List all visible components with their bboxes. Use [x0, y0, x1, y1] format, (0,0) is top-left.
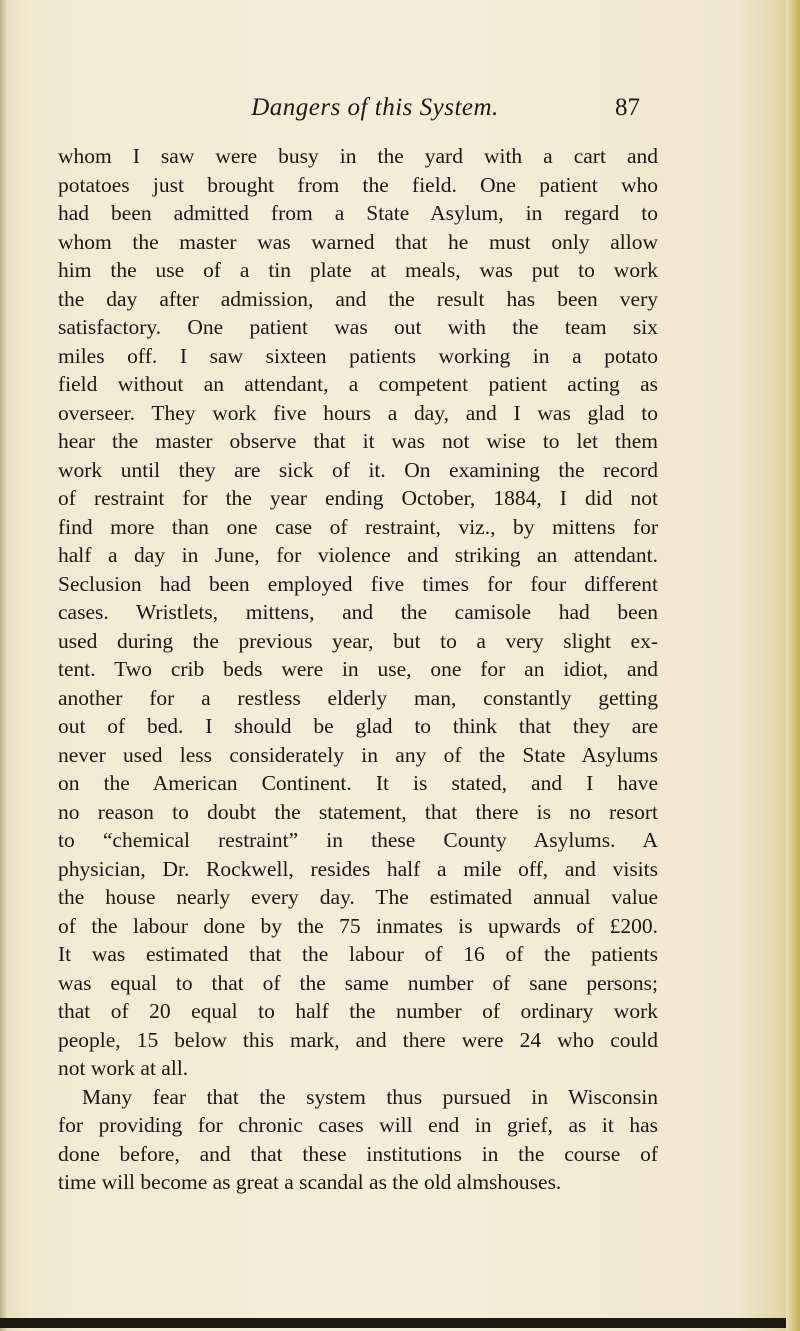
page-gutter-shadow: [0, 0, 7, 1331]
text-line: miles off. I saw sixteen patients working in a potato: [58, 343, 658, 368]
text-line: not work at all.: [58, 1056, 189, 1080]
text-line: overseer. They work five hours a day, and I was glad to: [58, 400, 658, 425]
running-title: Dangers of this System.: [251, 94, 499, 121]
text-line: time will become as great a scandal as the old almshouses.: [58, 1170, 562, 1194]
text-line: out of bed. I should be glad to think that they are: [58, 714, 658, 738]
text-line: had been admitted from a State Asylum, in regard to: [58, 201, 658, 225]
text-line: to “chemical restraint” in these County Asylums. A: [58, 828, 658, 852]
text-line: satisfactory. One patient was out with the team six: [58, 315, 658, 339]
text-line: was equal to that of the same number of sane persons;: [58, 970, 658, 995]
text-line: the house nearly every day. The estimated annual value: [58, 885, 658, 909]
text-line: another for a restless elderly man, constantly getting: [58, 685, 658, 710]
text-line: potatoes just brought from the field. One patient who: [58, 172, 658, 197]
text-line: no reason to doubt the statement, that there is no resort: [58, 799, 658, 824]
text-line: Many fear that the system thus pursued in Wisconsin: [82, 1084, 658, 1109]
text-line: Seclusion had been employed five times for four different: [58, 571, 658, 596]
text-line: find more than one case of restraint, viz., by mittens for: [58, 514, 658, 539]
paragraph-1: [58, 142, 658, 1083]
text-line: whom the master was warned that he must only allow: [58, 229, 658, 254]
text-line: that of 20 equal to half the number of ordinary work: [58, 999, 658, 1023]
text-line: the day after admission, and the result has been very: [58, 286, 658, 311]
text-line: It was estimated that the labour of 16 of the patients: [58, 942, 658, 966]
text-line: of the labour done by the 75 inmates is upwards of £200.: [58, 913, 658, 938]
page-edge-stain: [786, 0, 800, 1331]
running-header: [110, 94, 640, 134]
text-line: for providing for chronic cases will end in grief, as it has: [58, 1113, 658, 1137]
page-number: 87: [615, 94, 640, 121]
text-line: of restraint for the year ending October, 1884, I did not: [58, 486, 658, 510]
text-line: never used less considerately in any of the State Asylums: [58, 742, 658, 767]
text-line: half a day in June, for violence and striking an attendant.: [58, 543, 658, 567]
text-line: him the use of a tin plate at meals, was put to work: [58, 258, 658, 282]
text-line: used during the previous year, but to a very slight ex-: [58, 628, 658, 653]
text-line: physician, Dr. Rockwell, resides half a mile off, and visits: [58, 856, 658, 881]
text-line: done before, and that these institutions in the course of: [58, 1141, 658, 1166]
text-line: whom I saw were busy in the yard with a cart and: [58, 144, 658, 168]
body-text: [58, 142, 658, 1197]
text-line: people, 15 below this mark, and there were 24 who could: [58, 1027, 658, 1052]
text-line: cases. Wristlets, mittens, and the camisole had been: [58, 600, 658, 624]
text-line: tent. Two crib beds were in use, one for an idiot, and: [58, 657, 658, 681]
text-line: on the American Continent. It is stated, and I have: [58, 771, 658, 795]
text-line: field without an attendant, a competent patient acting as: [58, 372, 658, 396]
bottom-page-edge: [0, 1318, 786, 1328]
text-line: hear the master observe that it was not wise to let them: [58, 429, 658, 453]
text-line: work until they are sick of it. On examining the record: [58, 457, 658, 482]
paragraph-2: [58, 1083, 658, 1197]
